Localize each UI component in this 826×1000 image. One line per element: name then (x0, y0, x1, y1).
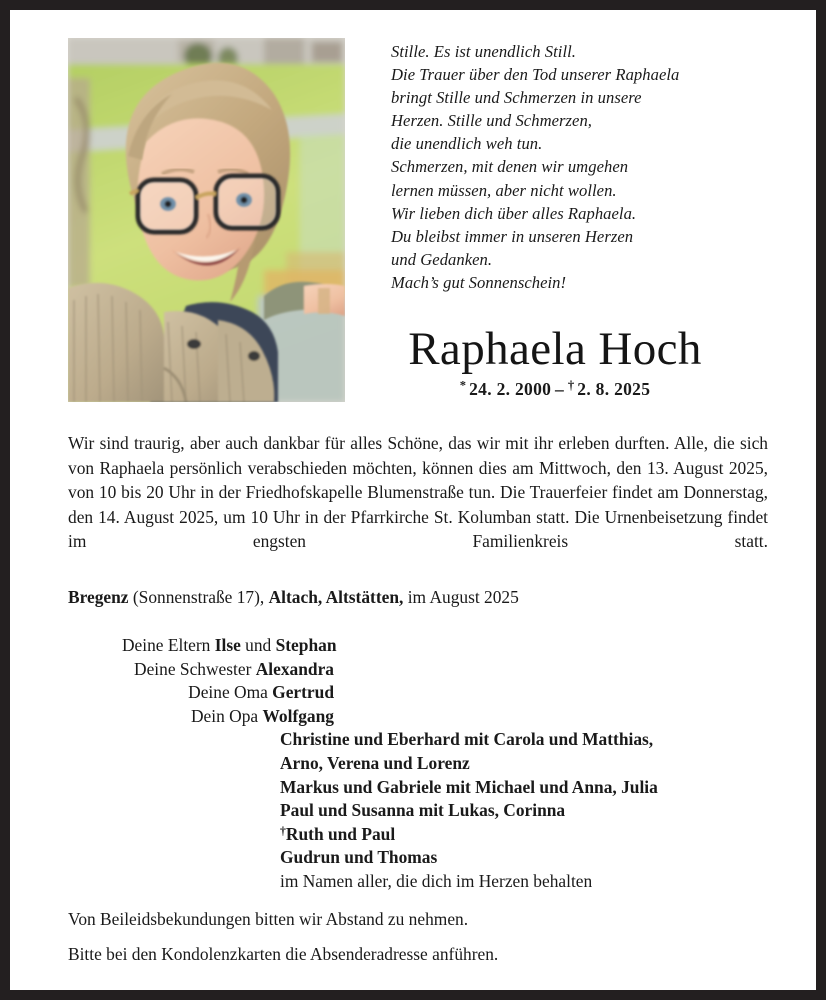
poem-line: Herzen. Stille und Schmerzen, (391, 111, 592, 131)
family-line (280, 776, 768, 800)
sender-address-note: Bitte bei den Kondolenzkarten die Absenderadresse anführen. (68, 944, 499, 964)
family-line (280, 799, 768, 823)
poem-line: Stille. Es ist unendlich Still. (391, 42, 576, 61)
death-date: 2. 8. 2025 (577, 379, 651, 399)
poem-line: Die Trauer über den Tod unserer Raphaela (391, 65, 680, 85)
place-address: (Sonnenstraße 17), (128, 587, 269, 607)
portrait-photo (68, 38, 345, 402)
family-name: Alexandra (255, 658, 334, 679)
poem-line: bringt Stille und Schmerzen in unsere (391, 88, 642, 108)
poem-line: Du bleibst immer in unseren Herzen (391, 226, 634, 246)
body-paragraph: Wir sind traurig, aber auch dankbar für alles Schöne, das wir mit ihr erleben durften. Alle, die sich von Raphaela persönlich verabschieden möchten, können dies am Mittwoch, den 13. August 2025, von 10 bis 20 Uhr in der Friedhofskapelle Blumenstraße tun. Die Trauerfeier findet am Donnerstag, den 14. August 2025, um 10 Uhr in der Pfarrkirche St. Kolumban statt. Die Urnenbeisetzung findet im engsten Familienkreis statt. (68, 433, 768, 552)
place-city-primary: Bregenz (68, 587, 129, 607)
family-line-deceased-member (280, 823, 768, 847)
family-names-group: †Ruth und Paul (280, 823, 396, 844)
poem-line: Mach’s gut Sonnenschein! (391, 272, 567, 292)
family-top-lines (122, 634, 337, 728)
family-line (280, 752, 768, 776)
notice-inner (10, 10, 816, 990)
family-line-parents (122, 634, 337, 658)
family-line-grandmother (122, 681, 334, 705)
deceased-name: Raphaela Hoch (408, 323, 702, 375)
place-cities-secondary: Altach, Altstätten, (268, 587, 404, 607)
family-names-group: Arno, Verena und Lorenz (280, 752, 470, 773)
condolences-note: Von Beileidsbekundungen bitten wir Abstand zu nehmen. (68, 909, 469, 929)
family-name: Stephan (275, 635, 337, 655)
family-names-group: Christine und Eberhard mit Carola und Matthias, (280, 729, 654, 750)
family-names-group: Markus und Gabriele mit Michael und Anna, Julia (280, 776, 658, 797)
family-bottom-lines (280, 728, 768, 893)
name-block (340, 322, 770, 400)
family-name: Ilse (214, 635, 241, 655)
family-names-group: Paul und Susanna mit Lukas, Corinna (280, 800, 566, 821)
family-line (280, 728, 768, 752)
family-line (280, 846, 768, 870)
poem-line: und Gedanken. (391, 249, 493, 269)
portrait-photo-graphic (68, 38, 345, 402)
relation-label: Deine Oma (188, 682, 273, 703)
family-name: Gertrud (272, 682, 334, 703)
poem-line: die unendlich weh tun. (391, 134, 543, 154)
relation-label: Deine Eltern (122, 635, 215, 655)
poem-line: Schmerzen, mit denen wir umgehen (391, 157, 629, 177)
poem-line: lernen müssen, aber nicht wollen. (391, 180, 617, 200)
deceased-cross-symbol: † (280, 823, 286, 838)
birth-star-symbol: * (459, 378, 470, 393)
conjunction: und (240, 635, 276, 655)
family-line-grandfather (122, 705, 334, 729)
family-name: Wolfgang (262, 705, 334, 726)
family-line-sister (122, 658, 334, 682)
family-names-group: Gudrun und Thomas (280, 847, 438, 868)
death-cross-symbol: † (567, 378, 578, 393)
family-names-block (68, 634, 768, 894)
life-dates (340, 379, 770, 400)
relation-label: Dein Opa (191, 705, 263, 726)
place-month-year: im August 2025 (403, 587, 519, 607)
relation-label: Deine Schwester (134, 658, 256, 679)
family-closing-line: im Namen aller, die dich im Herzen behalten (280, 870, 593, 891)
date-separator: – (551, 379, 568, 399)
poem-text (391, 40, 781, 294)
place-and-date-line (68, 585, 768, 609)
poem-line: Wir lieben dich über alles Raphaela. (391, 203, 637, 223)
birth-date: 24. 2. 2000 (469, 379, 552, 399)
